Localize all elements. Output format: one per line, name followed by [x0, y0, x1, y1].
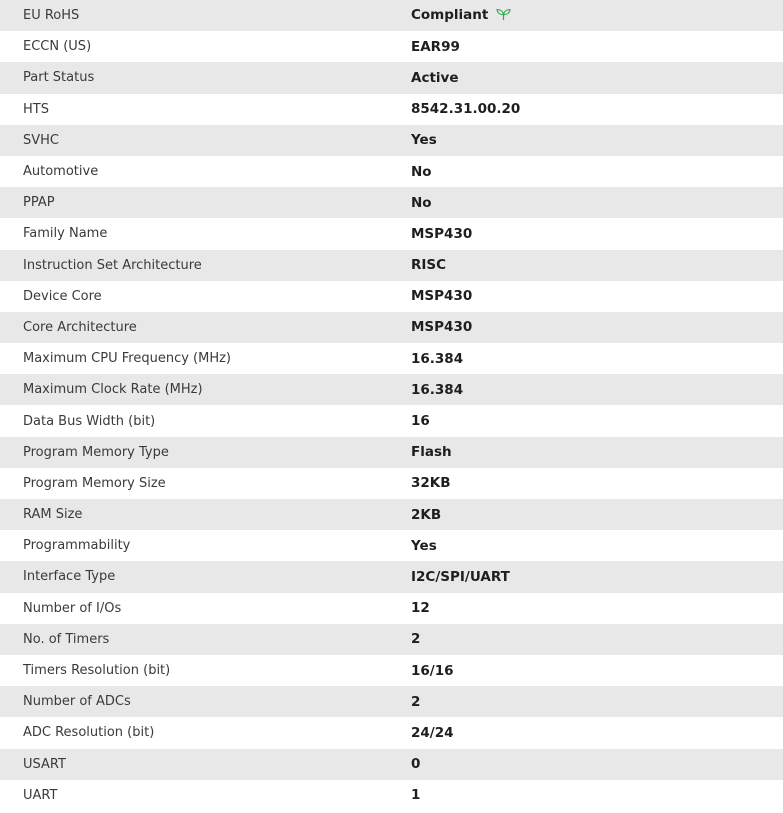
- spec-row: [0, 0, 783, 31]
- spec-value: Compliant: [411, 6, 489, 23]
- spec-label: SVHC: [23, 132, 59, 148]
- spec-row: [0, 561, 783, 592]
- spec-row: [0, 125, 783, 156]
- spec-row: [0, 156, 783, 187]
- spec-row: [0, 686, 783, 717]
- spec-value-cell: [411, 62, 783, 93]
- spec-value: I2C/SPI/UART: [411, 568, 510, 585]
- spec-value: 24/24: [411, 724, 454, 741]
- spec-value: Active: [411, 69, 459, 86]
- spec-label: Maximum Clock Rate (MHz): [23, 382, 203, 398]
- spec-row: [0, 312, 783, 343]
- spec-row: [0, 31, 783, 62]
- spec-value-cell: [411, 530, 783, 561]
- spec-row: [0, 187, 783, 218]
- spec-value: 32KB: [411, 475, 451, 492]
- spec-label: Interface Type: [23, 569, 116, 585]
- spec-label: USART: [23, 756, 66, 772]
- spec-value-cell: [411, 156, 783, 187]
- spec-value-cell: [411, 312, 783, 343]
- spec-label: Instruction Set Architecture: [23, 257, 202, 273]
- spec-label: ECCN (US): [23, 39, 92, 55]
- spec-label: Part Status: [23, 70, 95, 86]
- spec-value: 16.384: [411, 381, 464, 398]
- spec-row: [0, 655, 783, 686]
- spec-value: 8542.31.00.20: [411, 101, 521, 118]
- spec-value-cell: [411, 374, 783, 405]
- spec-row: [0, 343, 783, 374]
- spec-value: Yes: [411, 132, 437, 149]
- spec-row: [0, 437, 783, 468]
- spec-label: HTS: [23, 101, 49, 117]
- spec-value-cell: [411, 405, 783, 436]
- spec-value: 2KB: [411, 506, 442, 523]
- spec-label: Program Memory Type: [23, 444, 169, 460]
- spec-value: Yes: [411, 537, 437, 554]
- spec-row: [0, 62, 783, 93]
- spec-label: RAM Size: [23, 507, 83, 523]
- spec-label: EU RoHS: [23, 8, 80, 24]
- spec-value-cell: [411, 780, 783, 811]
- spec-row: [0, 530, 783, 561]
- spec-value-cell: [411, 31, 783, 62]
- spec-value: EAR99: [411, 38, 460, 55]
- spec-row: [0, 94, 783, 125]
- spec-row: [0, 374, 783, 405]
- spec-label: Programmability: [23, 538, 131, 554]
- spec-label: Core Architecture: [23, 319, 137, 335]
- spec-value-cell: [411, 218, 783, 249]
- spec-value-cell: [411, 624, 783, 655]
- spec-value: 16/16: [411, 662, 454, 679]
- spec-label: Number of ADCs: [23, 694, 131, 710]
- spec-row: [0, 405, 783, 436]
- spec-label: Number of I/Os: [23, 600, 122, 616]
- spec-label: Data Bus Width (bit): [23, 413, 156, 429]
- spec-label: Maximum CPU Frequency (MHz): [23, 351, 231, 367]
- spec-value-cell: [411, 468, 783, 499]
- spec-value-cell: [411, 281, 783, 312]
- spec-row: [0, 624, 783, 655]
- spec-label: Timers Resolution (bit): [23, 663, 171, 679]
- spec-label: ADC Resolution (bit): [23, 725, 155, 741]
- spec-value-cell: [411, 437, 783, 468]
- spec-value-cell: [411, 125, 783, 156]
- spec-value: 2: [411, 693, 421, 710]
- spec-value: Flash: [411, 444, 452, 461]
- spec-row: [0, 717, 783, 748]
- spec-row: [0, 780, 783, 811]
- spec-label: Device Core: [23, 288, 102, 304]
- spec-value: No: [411, 163, 432, 180]
- spec-value: RISC: [411, 257, 447, 274]
- spec-value-cell: [411, 655, 783, 686]
- spec-value-cell: [411, 749, 783, 780]
- spec-value: No: [411, 194, 432, 211]
- spec-value: MSP430: [411, 225, 473, 242]
- spec-value-cell: [411, 499, 783, 530]
- spec-value-cell: [411, 593, 783, 624]
- spec-value: MSP430: [411, 288, 473, 305]
- spec-label: UART: [23, 787, 58, 803]
- spec-value: 0: [411, 756, 421, 773]
- spec-label: Program Memory Size: [23, 475, 166, 491]
- spec-row: [0, 749, 783, 780]
- spec-value: MSP430: [411, 319, 473, 336]
- spec-row: [0, 218, 783, 249]
- spec-row: [0, 499, 783, 530]
- spec-value-cell: [411, 343, 783, 374]
- spec-value: 16.384: [411, 350, 464, 367]
- spec-value-cell: [411, 0, 783, 31]
- spec-value: 12: [411, 600, 430, 617]
- spec-value-cell: [411, 187, 783, 218]
- spec-value-cell: [411, 561, 783, 592]
- spec-label: Automotive: [23, 164, 99, 180]
- spec-value-cell: [411, 717, 783, 748]
- spec-value: 1: [411, 787, 421, 804]
- spec-row: [0, 593, 783, 624]
- spec-row: [0, 281, 783, 312]
- spec-value-cell: [411, 686, 783, 717]
- spec-value-cell: [411, 94, 783, 125]
- spec-label: PPAP: [23, 195, 55, 211]
- spec-value: 16: [411, 413, 430, 430]
- spec-value-cell: [411, 250, 783, 281]
- spec-label: No. of Timers: [23, 631, 110, 647]
- spec-label: Family Name: [23, 226, 108, 242]
- spec-value: 2: [411, 631, 421, 648]
- spec-row: [0, 468, 783, 499]
- spec-row: [0, 250, 783, 281]
- leaf-icon: [496, 8, 511, 25]
